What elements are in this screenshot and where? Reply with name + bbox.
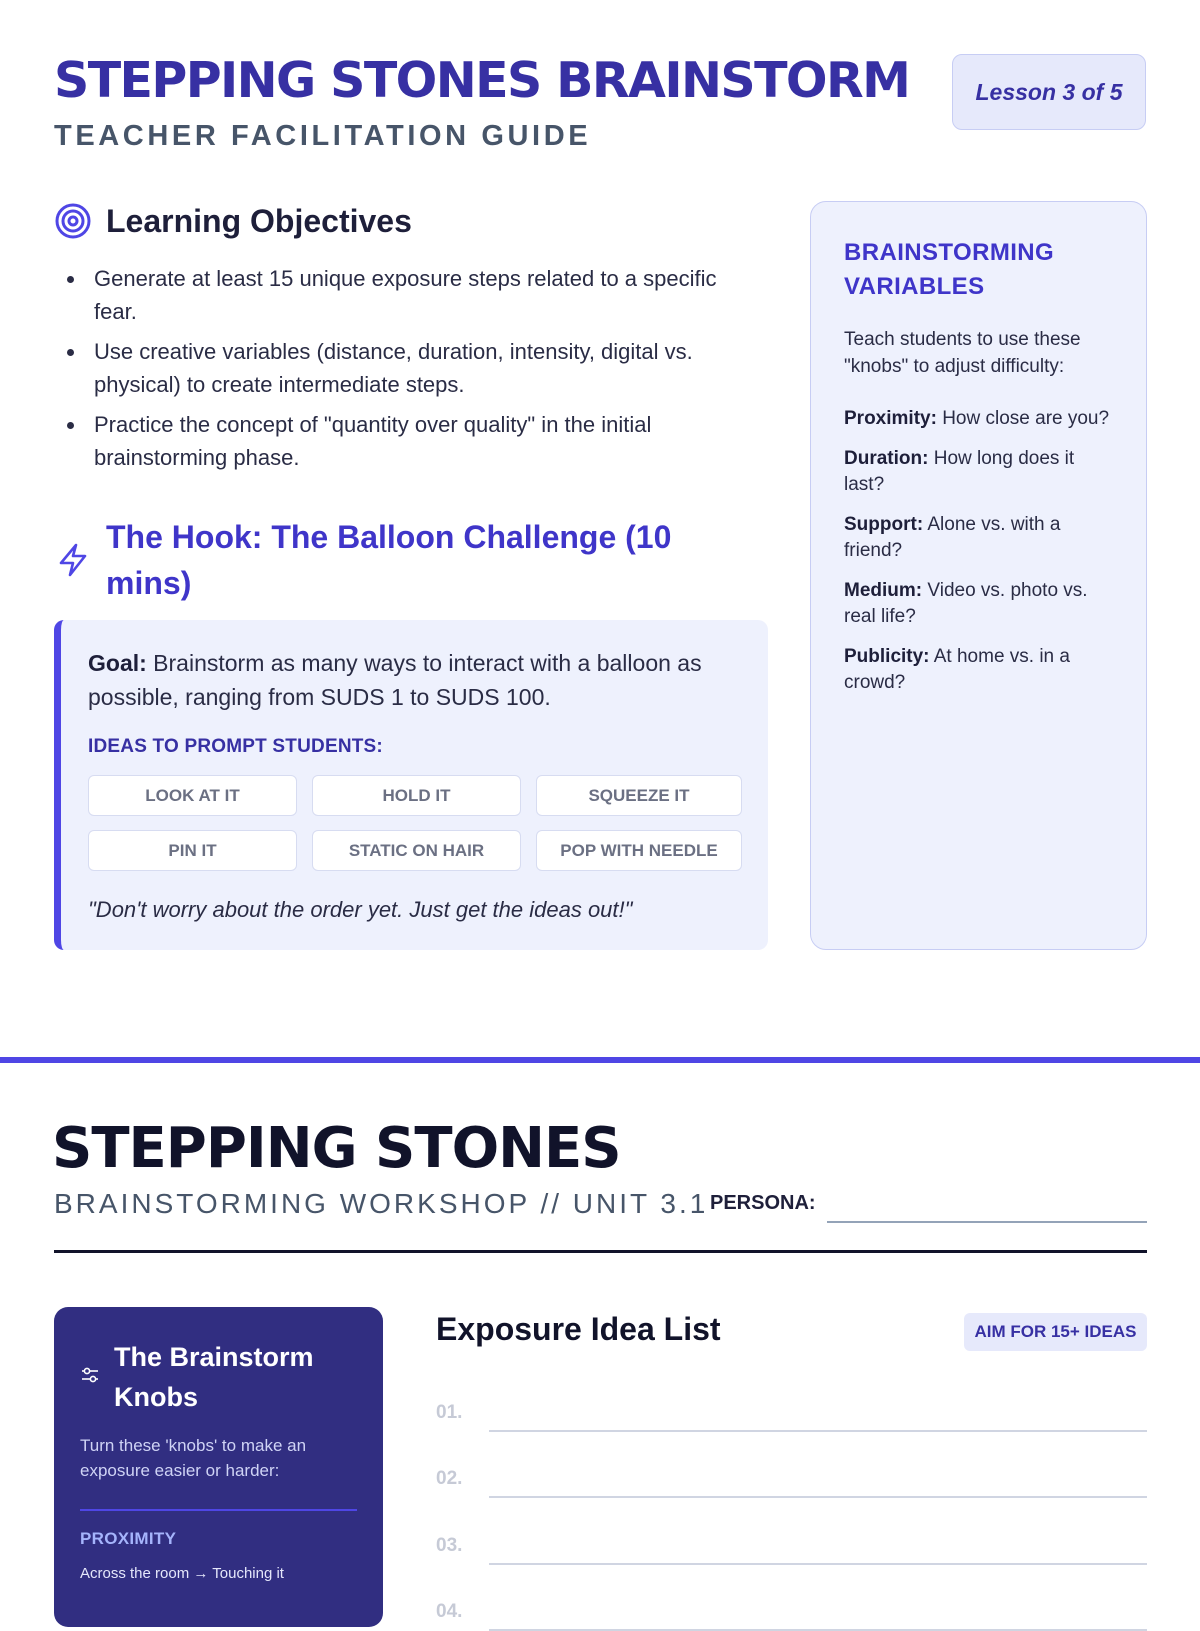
objectives-list xyxy=(66,262,746,481)
variable-medium xyxy=(844,578,1118,630)
variable-name: Support: xyxy=(844,514,924,535)
idea-row xyxy=(436,1458,1147,1498)
persona-input-line[interactable] xyxy=(827,1221,1147,1223)
idea-number: 02. xyxy=(436,1468,463,1489)
header-rule xyxy=(54,1250,1147,1253)
hook-activity-box xyxy=(54,620,768,950)
idea-row xyxy=(436,1392,1147,1432)
idea-input-line[interactable] xyxy=(489,1563,1147,1565)
variable-desc: At home vs. in a crowd? xyxy=(844,646,1070,693)
variable-desc: Video vs. photo vs. real life? xyxy=(844,580,1088,627)
brainstorming-variables-card xyxy=(810,201,1147,950)
brainstorm-knobs-card xyxy=(54,1307,383,1627)
prompt-chip-pop: POP WITH NEEDLE xyxy=(536,830,742,871)
idea-list-heading: Exposure Idea List xyxy=(436,1311,721,1347)
prompt-chip-squeeze: SQUEEZE IT xyxy=(536,775,742,816)
variable-desc: How close are you? xyxy=(936,408,1110,429)
persona-label: PERSONA: xyxy=(710,1192,816,1214)
idea-row xyxy=(436,1525,1147,1565)
variables-title: BRAINSTORMING VARIABLES xyxy=(844,239,1055,300)
hook-heading xyxy=(54,514,754,606)
guide-subtitle: TEACHER FACILITATION GUIDE xyxy=(54,120,592,152)
idea-number: 03. xyxy=(436,1535,463,1556)
goal-text: Brainstorm as many ways to interact with a balloon as possible, ranging from SUDS 1 to SUDS 100. xyxy=(88,650,702,710)
knob-proximity-name: PROXIMITY xyxy=(80,1529,177,1548)
knobs-divider xyxy=(80,1509,357,1511)
variable-name: Proximity: xyxy=(844,408,937,429)
list-item: Use creative variables (distance, duration, intensity, digital vs. physical) to create intermediate steps. xyxy=(66,335,746,401)
prompt-chip-static: STATIC ON HAIR xyxy=(312,830,521,871)
list-item: Generate at least 15 unique exposure steps related to a specific fear. xyxy=(66,262,746,328)
page-divider xyxy=(0,1057,1200,1063)
objectives-heading xyxy=(54,202,412,240)
variable-publicity xyxy=(844,644,1118,696)
knob-proximity-range: Across the room → Touching it xyxy=(80,1565,284,1582)
lightning-icon xyxy=(54,541,92,579)
list-item: Practice the concept of "quantity over quality" in the initial brainstorming phase. xyxy=(66,408,746,474)
goal-label: Goal: xyxy=(88,650,147,676)
idea-input-line[interactable] xyxy=(489,1430,1147,1432)
lesson-badge: Lesson 3 of 5 xyxy=(952,54,1146,130)
sliders-icon xyxy=(80,1365,100,1385)
knobs-heading xyxy=(80,1337,357,1417)
guide-title: STEPPING STONES BRAINSTORM xyxy=(54,52,910,109)
prompt-label: IDEAS TO PROMPT STUDENTS: xyxy=(88,736,383,757)
target-icon xyxy=(54,202,92,240)
worksheet-subtitle: BRAINSTORMING WORKSHOP // UNIT 3.1 xyxy=(54,1188,709,1219)
hook-title: The Hook: The Balloon Challenge (10 mins) xyxy=(106,519,672,601)
variable-duration xyxy=(844,446,1118,498)
prompt-chip-look: LOOK AT IT xyxy=(88,775,297,816)
hook-quote: "Don't worry about the order yet. Just get the ideas out!" xyxy=(88,897,633,922)
hook-goal xyxy=(88,646,742,714)
idea-number: 04. xyxy=(436,1601,463,1622)
objectives-title: Learning Objectives xyxy=(106,202,412,239)
variable-desc: How long does it last? xyxy=(844,448,1075,495)
variable-proximity xyxy=(844,406,1118,432)
idea-input-line[interactable] xyxy=(489,1496,1147,1498)
prompt-chip-grid xyxy=(88,775,742,871)
prompt-chip-hold: HOLD IT xyxy=(312,775,521,816)
variable-support xyxy=(844,512,1118,564)
variable-desc: Alone vs. with a friend? xyxy=(844,514,1061,561)
knobs-intro: Turn these 'knobs' to make an exposure easier or harder: xyxy=(80,1436,307,1480)
prompt-chip-pin: PIN IT xyxy=(88,830,297,871)
knobs-title: The Brainstorm Knobs xyxy=(114,1342,314,1412)
idea-row xyxy=(436,1591,1147,1631)
aim-badge: AIM FOR 15+ IDEAS xyxy=(964,1313,1147,1351)
variable-name: Publicity: xyxy=(844,646,930,667)
variable-name: Duration: xyxy=(844,448,929,469)
variables-intro: Teach students to use these "knobs" to adjust difficulty: xyxy=(844,329,1081,377)
idea-number: 01. xyxy=(436,1402,463,1423)
worksheet-title: STEPPING STONES xyxy=(52,1116,621,1181)
variable-name: Medium: xyxy=(844,580,923,601)
